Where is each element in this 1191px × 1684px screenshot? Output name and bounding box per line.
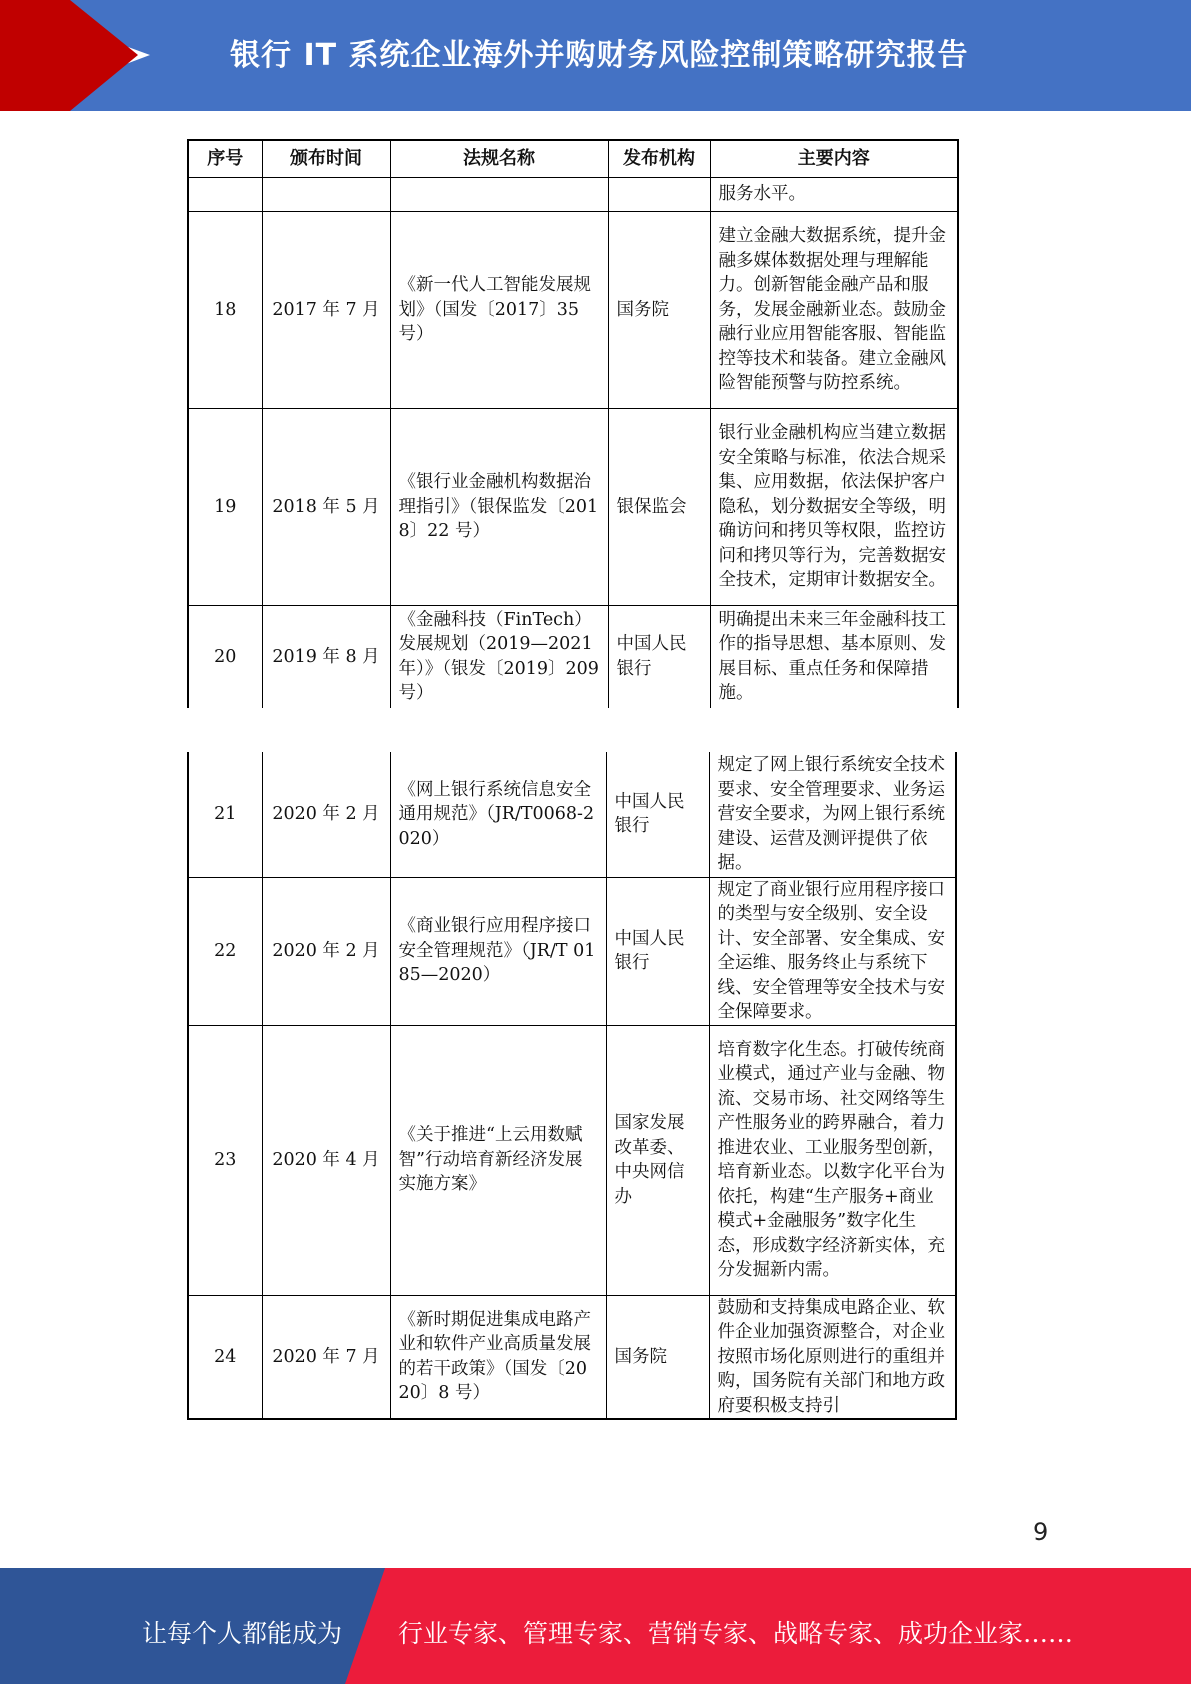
table-row [188,752,956,877]
cell-date: 2017 年 7 月 [262,212,390,409]
footer-slogan-left: 让每个人都能成为 [142,1619,343,1648]
cell-name: 《关于推进“上云用数赋智”行动培育新经济发展实施方案》 [390,1025,606,1295]
page-number: 9 [1033,1518,1049,1546]
cell-no: 18 [188,212,262,409]
cell-name: 《新一代人工智能发展规划》（国发〔2017〕35 号） [390,212,608,409]
cell-date: 2019 年 8 月 [262,606,390,708]
table-row [188,877,956,1025]
regulation-table-part1 [187,139,959,708]
cell-content: 服务水平。 [710,178,958,212]
cell-name: 《商业银行应用程序接口安全管理规范》（JR/T 0185—2020） [390,877,606,1025]
cell-no: 21 [188,752,262,877]
table-row [188,1025,956,1295]
cell-no: 20 [188,606,262,708]
regulation-table-part2 [187,752,957,1420]
cell-org: 中国人民银行 [608,606,710,708]
cell-content: 规定了商业银行应用程序接口的类型与安全级别、安全设计、安全部署、安全集成、安全运维、服务终止与系统下线、安全管理等安全技术与安全保障要求。 [709,877,956,1025]
table-row-continuation [188,178,958,212]
cell-org: 国家发展改革委、中央网信办 [606,1025,709,1295]
col-header-name: 法规名称 [390,140,608,178]
header-arrow-red [70,0,138,111]
cell-org: 银保监会 [608,409,710,606]
cell-date: 2018 年 5 月 [262,409,390,606]
page-footer [0,1568,1191,1684]
cell-name: 《金融科技（FinTech）发展规划（2019—2021 年）》（银发〔2019〕209 号） [390,606,608,708]
cell-no: 24 [188,1295,262,1419]
table-row [188,606,958,708]
page-header [0,0,1191,111]
cell-content: 建立金融大数据系统，提升金融多媒体数据处理与理解能力。创新智能金融产品和服务，发展金融新业态。鼓励金融行业应用智能客服、智能监控等技术和装备。建立金融风险智能预警与防控系统。 [710,212,958,409]
cell-no: 19 [188,409,262,606]
header-red-block [0,0,70,111]
cell-content: 鼓励和支持集成电路企业、软件企业加强资源整合，对企业按照市场化原则进行的重组并购，国务院有关部门和地方政府要积极支持引 [709,1295,956,1419]
cell-org: 中国人民银行 [606,877,709,1025]
cell-org: 国务院 [606,1295,709,1419]
col-header-date: 颁布时间 [262,140,390,178]
report-title: 银行 IT 系统企业海外并购财务风险控制策略研究报告 [230,38,969,73]
cell-date: 2020 年 7 月 [262,1295,390,1419]
cell-date: 2020 年 2 月 [262,877,390,1025]
cell-date: 2020 年 2 月 [262,752,390,877]
col-header-no: 序号 [188,140,262,178]
cell-org: 中国人民银行 [606,752,709,877]
footer-blue-slant [345,1568,385,1684]
cell-content: 明确提出未来三年金融科技工作的指导思想、基本原则、发展目标、重点任务和保障措施。 [710,606,958,708]
table-row [188,212,958,409]
cell-content: 规定了网上银行系统安全技术要求、安全管理要求、业务运营安全要求，为网上银行系统建设、运营及测评提供了依据。 [709,752,956,877]
table-row [188,1295,956,1419]
table-header-row [188,140,958,178]
cell-name: 《网上银行系统信息安全通用规范》（JR/T0068-2020） [390,752,606,877]
cell-org: 国务院 [608,212,710,409]
col-header-content: 主要内容 [710,140,958,178]
table-row [188,409,958,606]
cell-name: 《银行业金融机构数据治理指引》（银保监发〔2018〕22 号） [390,409,608,606]
cell-content: 银行业金融机构应当建立数据安全策略与标准，依法合规采集、应用数据，依法保护客户隐私，划分数据安全等级，明确访问和拷贝等权限，监控访问和拷贝等行为，完善数据安全技术，定期审计数据安全。 [710,409,958,606]
cell-date: 2020 年 4 月 [262,1025,390,1295]
cell-no: 22 [188,877,262,1025]
cell-content: 培育数字化生态。打破传统商业模式，通过产业与金融、物流、交易市场、社交网络等生产性服务业的跨界融合，着力推进农业、工业服务型创新，培育新业态。以数字化平台为依托，构建“生产服务+商业模式+金融服务”数字化生态，形成数字经济新实体，充分发掘新内需。 [709,1025,956,1295]
cell-name: 《新时期促进集成电路产业和软件产业高质量发展的若干政策》（国发〔2020〕8 号） [390,1295,606,1419]
footer-slogan-right: 行业专家、管理专家、营销专家、战略专家、成功企业家…… [398,1619,1074,1648]
col-header-org: 发布机构 [608,140,710,178]
cell-no: 23 [188,1025,262,1295]
